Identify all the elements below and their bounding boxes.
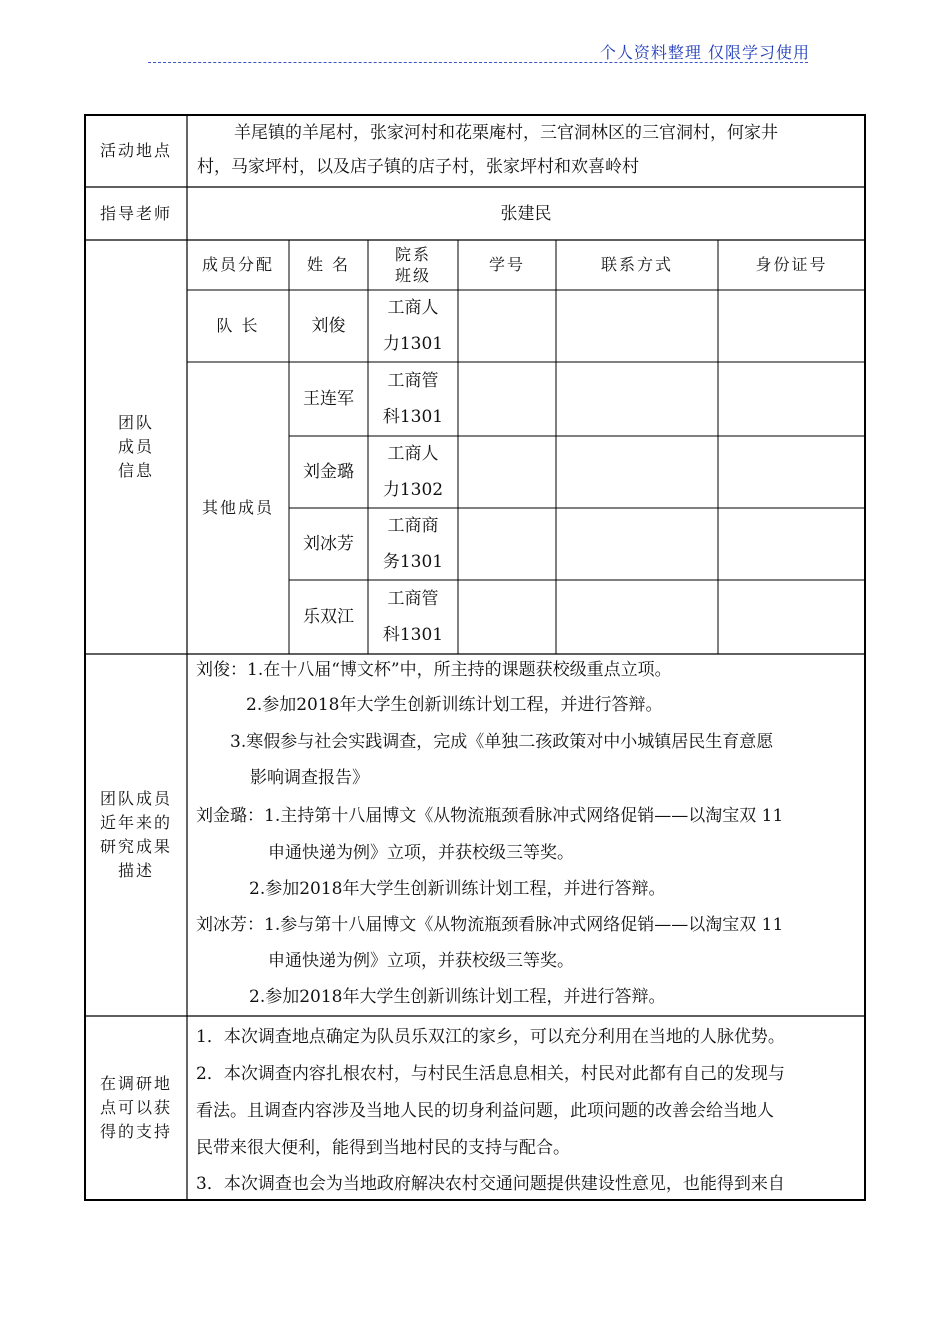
research-label-line: 研究成果 — [99, 837, 172, 856]
member-name: 刘金璐 — [303, 462, 354, 482]
team-label-line: 团队 — [117, 413, 154, 432]
research-line: 申通快递为例》立项，并获校级三等奖。 — [268, 843, 574, 863]
header-student-id: 学号 — [488, 255, 525, 274]
header-class-line: 院系 — [394, 245, 431, 264]
advisor-label: 指导老师 — [99, 203, 172, 223]
advisor-value: 张建民 — [500, 203, 552, 224]
member-class-line: 科1301 — [382, 625, 444, 645]
header-name: 姓 名 — [306, 255, 351, 274]
support-line: 民带来很大便利，能得到当地村民的支持与配合。 — [196, 1138, 570, 1158]
member-class-line: 力1301 — [382, 334, 444, 354]
support-label-line: 点可以获 — [99, 1098, 172, 1117]
member-class-line: 工商人 — [387, 444, 439, 464]
member-name: 乐双江 — [303, 607, 354, 627]
support-label-line: 在调研地 — [99, 1074, 172, 1093]
header-contact: 联系方式 — [600, 255, 673, 274]
member-class-line: 工商人 — [387, 298, 439, 318]
member-name: 刘俊 — [311, 316, 346, 336]
header-class-line: 班级 — [394, 266, 431, 285]
research-line: 刘冰芳：1.参与第十八届博文《从物流瓶颈看脉冲式网络促销——以淘宝双 11 — [196, 915, 784, 935]
header-class — [368, 240, 458, 290]
research-label-line: 近年来的 — [99, 813, 172, 832]
team-label-line: 成员 — [117, 437, 154, 456]
location-line-1: 羊尾镇的羊尾村，张家河村和花栗庵村，三官洞林区的三官洞村，何家井 — [234, 123, 778, 143]
research-label-line: 描述 — [117, 861, 154, 880]
location-label: 活动地点 — [99, 141, 172, 160]
header-id-card: 身份证号 — [755, 255, 828, 274]
leader-role: 队 长 — [216, 316, 260, 335]
research-line: 刘俊：1.在十八届“博文杯”中，所主持的课题获校级重点立项。 — [196, 660, 672, 680]
support-line: 看法。且调查内容涉及当地人民的切身利益问题，此项问题的改善会给当地人 — [196, 1101, 774, 1121]
research-label-line: 团队成员 — [99, 789, 172, 808]
member-class-line: 科1301 — [382, 407, 444, 427]
member-class — [368, 436, 458, 508]
support-line: 3．本次调查也会为当地政府解决农村交通问题提供建设性意见，也能得到来自 — [196, 1174, 785, 1194]
research-line: 2.参加2018年大学生创新训练计划工程，并进行答辩。 — [249, 879, 666, 899]
team-label — [85, 240, 187, 654]
research-line: 刘金璐：1.主持第十八届博文《从物流瓶颈看脉冲式网络促销——以淘宝双 11 — [196, 806, 784, 826]
member-class — [368, 508, 458, 580]
support-label — [85, 1016, 187, 1200]
research-line: 影响调查报告》 — [250, 768, 369, 788]
member-name: 刘冰芳 — [303, 534, 354, 554]
support-line: 2．本次调查内容扎根农村，与村民生活息息相关，村民对此都有自己的发现与 — [196, 1064, 785, 1084]
member-name: 王连军 — [303, 389, 354, 409]
support-label-line: 得的支持 — [99, 1122, 172, 1141]
research-line: 2.参加2018年大学生创新训练计划工程，并进行答辩。 — [246, 695, 663, 715]
member-class-line: 务1301 — [382, 552, 444, 572]
member-class — [368, 580, 458, 654]
member-class-line: 工商管 — [387, 371, 439, 391]
member-class-line: 工商管 — [387, 589, 439, 609]
research-line: 申通快递为例》立项，并获校级三等奖。 — [268, 951, 574, 971]
member-class — [368, 290, 458, 362]
header-note: 个人资料整理 仅限学习使用 — [599, 43, 810, 62]
member-class — [368, 362, 458, 436]
team-label-line: 信息 — [117, 461, 154, 480]
location-line-2: 村，马家坪村，以及店子镇的店子村，张家坪村和欢喜岭村 — [197, 157, 639, 177]
research-label — [85, 654, 187, 1016]
member-class-line: 工商商 — [387, 516, 439, 536]
member-class-line: 力1302 — [382, 480, 444, 500]
others-role: 其他成员 — [201, 498, 274, 517]
research-line: 3.寒假参与社会实践调查，完成《单独二孩政策对中小城镇居民生育意愿 — [230, 732, 774, 752]
header-role: 成员分配 — [201, 255, 274, 274]
research-line: 2.参加2018年大学生创新训练计划工程，并进行答辩。 — [249, 987, 666, 1007]
support-line: 1．本次调查地点确定为队员乐双江的家乡，可以充分利用在当地的人脉优势。 — [196, 1027, 785, 1047]
